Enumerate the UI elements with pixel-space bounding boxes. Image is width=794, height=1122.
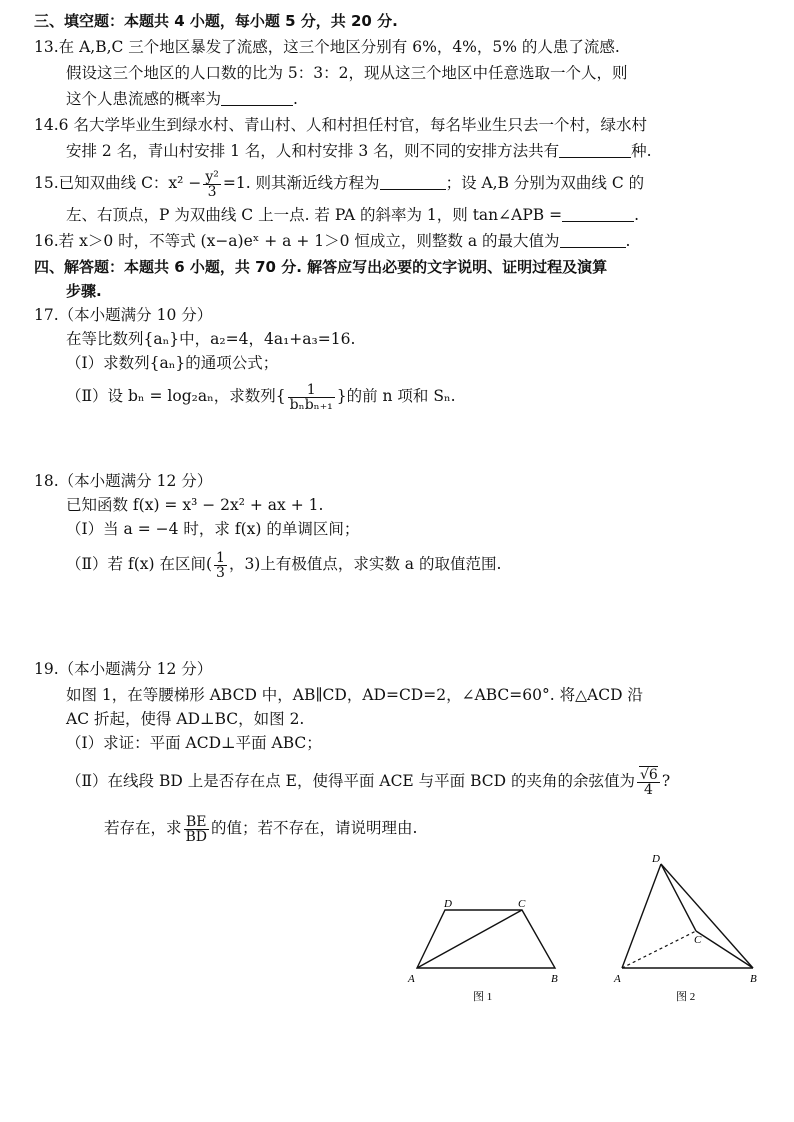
q17-part2-suffix: }的前 n 项和 Sₙ. bbox=[336, 387, 456, 405]
q14-line1: 14.6 名大学毕业生到绿水村、青山村、人和村担任村官，每名毕业生只去一个村，绿水村 bbox=[34, 116, 647, 134]
q15-answer-blank-1[interactable] bbox=[380, 173, 446, 190]
figure2-label-C: C bbox=[694, 934, 702, 946]
q17-stem: 在等比数列{aₙ}中，a₂=4，4a₁+a₃=16. bbox=[66, 330, 356, 348]
q17-title: 17.（本小题满分 10 分） bbox=[34, 306, 213, 324]
figure1-label-B: B bbox=[551, 973, 558, 985]
q18-title: 18.（本小题满分 12 分） bbox=[34, 472, 213, 490]
q16-line1-end: . bbox=[625, 232, 631, 250]
q17-fraction bbox=[288, 383, 335, 412]
figure1-caption: 图 1 bbox=[473, 991, 493, 1003]
q19-line4 bbox=[104, 810, 417, 846]
q17-frac-den: bₙbₙ₊₁ bbox=[289, 396, 333, 413]
section4-heading-line2: 步骤. bbox=[66, 282, 102, 300]
q15-line2-text: 左、右顶点，P 为双曲线 C 上一点. 若 PA 的斜率为 1，则 tan∠APB = bbox=[66, 206, 563, 224]
figure1-diagonal-AC bbox=[417, 910, 522, 968]
q19-line2: AC 折起，使得 AD⊥BC，如图 2. bbox=[66, 710, 305, 728]
q15-mid: =1. 则其渐近线方程为 bbox=[222, 174, 380, 192]
q15-fraction bbox=[203, 170, 221, 199]
q19-part2-suffix: ? bbox=[661, 772, 671, 790]
q19-line1: 如图 1，在等腰梯形 ABCD 中，AB∥CD，AD=CD=2，∠ABC=60°. 将△ACD 沿 bbox=[66, 686, 643, 704]
q15-frac-num: y² bbox=[205, 168, 219, 185]
q15-line1 bbox=[34, 168, 644, 199]
figure2-edge-BD bbox=[661, 864, 753, 968]
q19-part2-frac-num bbox=[637, 768, 660, 783]
figure1-label-D: D bbox=[444, 898, 452, 910]
figure1-label-C: C bbox=[518, 898, 526, 910]
q15-line2-end: . bbox=[634, 206, 639, 224]
q19-part2-prefix: （Ⅱ）在线段 BD 上是否存在点 E，使得平面 ACE 与平面 BCD 的夹角的余弦值为 bbox=[66, 772, 635, 790]
figure2-edge-AD bbox=[622, 864, 661, 968]
q17-part2 bbox=[66, 380, 456, 412]
q15-prefix: 15.已知双曲线 C：x² − bbox=[34, 174, 202, 192]
q14-line2-text: 安排 2 名，青山村安排 1 名，人和村安排 3 名，则不同的安排方法共有 bbox=[66, 142, 560, 160]
q18-part2-prefix: （Ⅱ）若 f(x) 在区间( bbox=[66, 555, 213, 573]
q17-part1: （Ⅰ）求数列{aₙ}的通项公式； bbox=[66, 354, 279, 372]
figure2-label-B: B bbox=[750, 973, 757, 985]
q18-part1: （Ⅰ）当 a = −4 时，求 f(x) 的单调区间； bbox=[66, 520, 360, 538]
q16-line1-text: 16.若 x＞0 时，不等式 (x−a)eˣ + a + 1＞0 恒成立，则整数 a 的最大值为 bbox=[34, 232, 560, 250]
q18-fraction bbox=[214, 551, 227, 580]
figure1-trapezoid-outline bbox=[417, 910, 555, 968]
q19-title: 19.（本小题满分 12 分） bbox=[34, 660, 213, 678]
figure2-caption: 图 2 bbox=[676, 991, 696, 1003]
figure1-trapezoid bbox=[400, 890, 570, 1010]
q13-answer-blank[interactable] bbox=[221, 89, 293, 106]
q14-answer-blank[interactable] bbox=[559, 141, 631, 158]
q13-line3 bbox=[66, 88, 298, 110]
q19-line4-suffix: 的值；若不存在，请说明理由. bbox=[211, 819, 418, 837]
q15-answer-blank-2[interactable] bbox=[562, 205, 634, 222]
q13-line3-end: . bbox=[293, 90, 298, 108]
q19-part2-fraction bbox=[637, 768, 660, 797]
figure2-tetrahedron bbox=[610, 850, 770, 1010]
q19-line4-prefix: 若存在，求 bbox=[104, 819, 182, 837]
q19-line4-frac-num: BE bbox=[184, 815, 210, 830]
q19-sqrt-six: √6 bbox=[640, 766, 658, 783]
q19-line4-frac-den: BD bbox=[185, 828, 208, 845]
section3-heading: 三、填空题：本题共 4 小题，每小题 5 分，共 20 分. bbox=[34, 12, 398, 30]
q19-part2 bbox=[66, 764, 670, 798]
q16-answer-blank[interactable] bbox=[560, 231, 626, 248]
q14-line2 bbox=[66, 140, 652, 162]
q19-part2-frac-den: 4 bbox=[643, 781, 653, 798]
q15-after-blank: ；设 A,B 分别为双曲线 C 的 bbox=[445, 174, 645, 192]
q18-stem: 已知函数 f(x) = x³ − 2x² + ax + 1. bbox=[66, 496, 324, 514]
q19-part1: （Ⅰ）求证：平面 ACD⊥平面 ABC； bbox=[66, 734, 322, 752]
section4-heading-line1: 四、解答题：本题共 6 小题，共 70 分. 解答应写出必要的文字说明、证明过程及演算 bbox=[34, 258, 608, 276]
q15-frac-den: 3 bbox=[207, 183, 217, 200]
q18-frac-den: 3 bbox=[216, 564, 225, 581]
q14-line2-end: 种. bbox=[631, 142, 652, 160]
q18-part2 bbox=[66, 548, 501, 580]
figure2-label-D: D bbox=[652, 853, 660, 865]
q17-part2-prefix: （Ⅱ）设 bₙ = log₂aₙ，求数列{ bbox=[66, 387, 286, 405]
figure1-label-A: A bbox=[408, 973, 415, 985]
q13-line1: 13.在 A,B,C 三个地区暴发了流感，这三个地区分别有 6%，4%，5% 的人患了流感. bbox=[34, 38, 620, 56]
q13-line3-text: 这个人患流感的概率为 bbox=[66, 90, 222, 108]
q15-line2 bbox=[66, 204, 639, 226]
q18-part2-suffix: ，3)上有极值点，求实数 a 的取值范围. bbox=[228, 555, 502, 573]
figure2-label-A: A bbox=[614, 973, 621, 985]
q13-line2: 假设这三个地区的人口数的比为 5：3：2，现从这三个地区中任意选取一个人，则 bbox=[66, 64, 628, 82]
q17-frac-num: 1 bbox=[288, 383, 335, 398]
q19-line4-fraction bbox=[184, 815, 210, 844]
q16-line1 bbox=[34, 230, 630, 252]
q18-frac-num: 1 bbox=[216, 549, 225, 566]
